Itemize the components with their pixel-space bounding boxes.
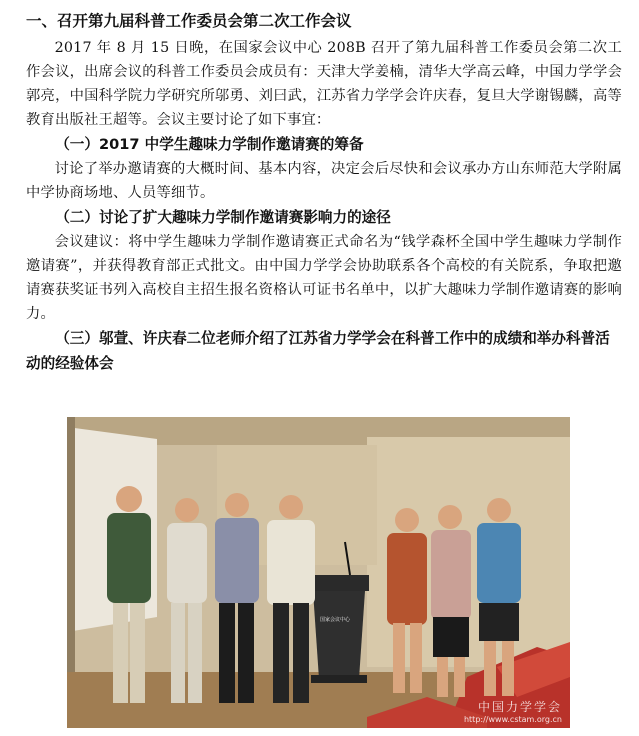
- podium-sign: 国家会议中心: [319, 617, 350, 623]
- item-2-heading: （二）讨论了扩大趣味力学制作邀请赛影响力的途径: [55, 209, 391, 226]
- item-2-body: 会议建议：将中学生趣味力学制作邀请赛正式命名为“钱学森杯全国中学生趣味力学制作邀请赛”，并获得教育部正式批文。由中国力学学会协助联系各个高校的有关院系，争取把邀请赛获奖证书列入高校自主招生报名资格认可证书名单中，以扩大趣味力学制作邀请赛的影响力。: [26, 234, 622, 322]
- section-title: 一、召开第九届科普工作委员会第二次工作会议: [26, 12, 352, 30]
- intro-paragraph: 2017 年 8 月 15 日晚，在国家会议中心 208B 召开了第九届科普工作委员会第二次工作会议，出席会议的科普工作委员会成员有：天津大学姜楠，清华大学高云峰，中国力学学会郭亮，中国科学院力学研究所邬勇、刘曰武，江苏省力学学会许庆春，复旦大学谢锡麟，高等教育出版社王超等。会议主要讨论了如下事宜：: [26, 40, 622, 128]
- watermark-name: 中国力学学会: [477, 700, 562, 714]
- group-photo: [67, 417, 570, 728]
- document-body: [26, 8, 622, 376]
- watermark: [464, 698, 562, 724]
- group-photo-illustration: [67, 417, 570, 728]
- item-3-heading: （三）邬萱、许庆春二位老师介绍了江苏省力学学会在科普工作中的成绩和举办科普活动的经验体会: [26, 330, 610, 372]
- watermark-url: http://www.cstam.org.cn: [463, 715, 562, 724]
- item-1-body: 讨论了举办邀请赛的大概时间、基本内容，决定会后尽快和会议承办方山东师范大学附属中学协商场地、人员等细节。: [26, 161, 622, 201]
- item-1-heading: （一）2017 中学生趣味力学制作邀请赛的筹备: [55, 136, 364, 153]
